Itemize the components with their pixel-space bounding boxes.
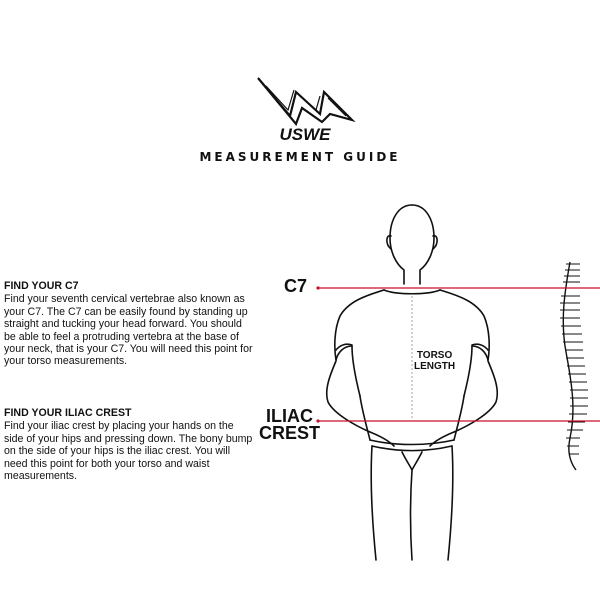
torso-label-line2: LENGTH bbox=[414, 361, 456, 372]
iliac-label-line1: ILIAC bbox=[266, 406, 313, 426]
spine-icon bbox=[560, 262, 588, 470]
torso-length-label bbox=[413, 349, 456, 373]
torso-label-line1: TORSO bbox=[416, 350, 453, 361]
iliac-crest-label bbox=[259, 408, 320, 442]
human-back-figure bbox=[327, 205, 498, 560]
logo-text: USWE bbox=[279, 125, 331, 144]
section-heading: FIND YOUR C7 bbox=[4, 280, 79, 292]
section-heading: FIND YOUR ILIAC CREST bbox=[4, 407, 132, 419]
page-title: MEASUREMENT GUIDE bbox=[199, 150, 401, 164]
iliac-label-line2: CREST bbox=[259, 423, 321, 443]
section-text: Find your iliac crest by placing your hands on the side of your hips and pressing down. The bony bump on the side of your hips is the iliac crest. You will need this point for both your torso and waist measurements. bbox=[4, 420, 253, 483]
section-text: Find your seventh cervical vertebrae also known as your C7. The C7 can be easily found by standing up straight and tucking your head forward. You should be able to feel a protruding vertebra at the base of your neck, that is your C7. You will need this point for your torso measurements. bbox=[4, 293, 253, 368]
c7-label: C7 bbox=[284, 276, 308, 296]
